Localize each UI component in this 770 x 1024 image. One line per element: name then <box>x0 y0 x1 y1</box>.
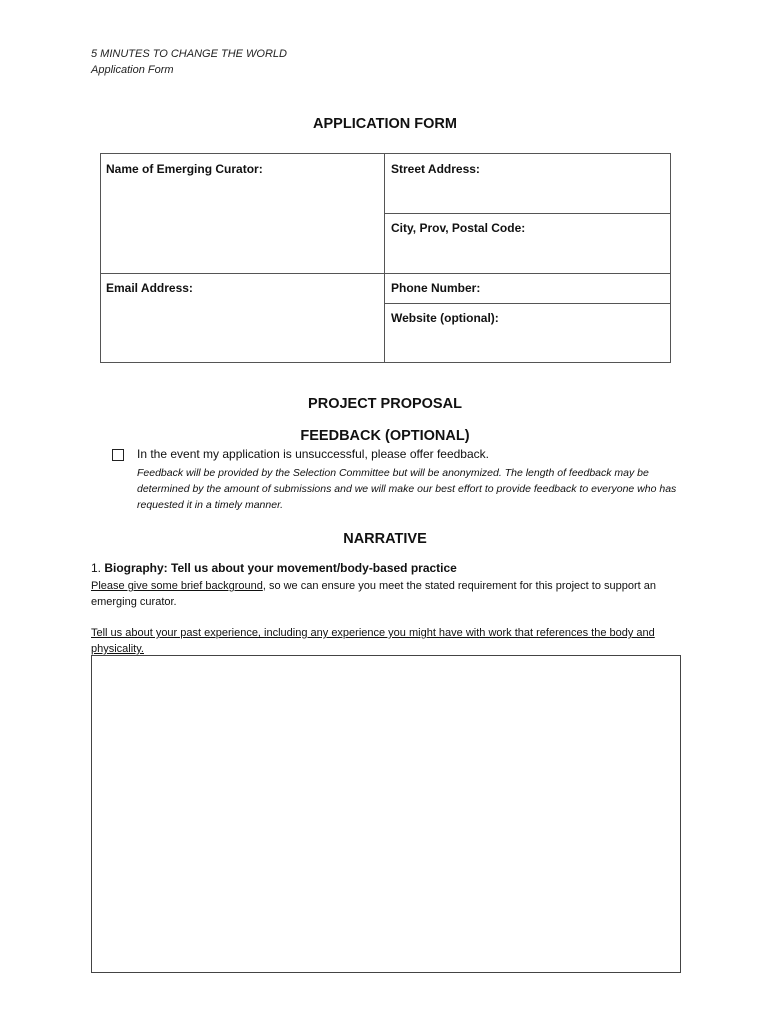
table-divider <box>384 213 671 214</box>
form-title: APPLICATION FORM <box>313 116 457 132</box>
website-field-label: Website (optional): <box>391 311 499 325</box>
feedback-checkbox[interactable] <box>112 449 124 461</box>
email-field[interactable] <box>102 300 382 361</box>
city-field[interactable] <box>386 240 669 272</box>
header-title: 5 MINUTES TO CHANGE THE WORLD <box>91 48 287 60</box>
feedback-note: Feedback will be provided by the Selection Committee but will be anonymized. The length of feedback may be determined by the amount of submissions and we will make our best effort to provide feedback to everyone who has requested it in a timely manner. <box>137 467 677 511</box>
feedback-checkbox-label: In the event my application is unsuccessful, please offer feedback. <box>137 447 489 461</box>
phone-field-label: Phone Number: <box>391 281 481 295</box>
table-divider <box>100 273 671 274</box>
website-field[interactable] <box>386 330 669 361</box>
feedback-title: FEEDBACK (OPTIONAL) <box>300 428 470 444</box>
biography-prompt: Tell us about your past experience, including any experience you might have with work that references the body and physicality. <box>91 627 655 655</box>
biography-instructions-rest: , so we can ensure you meet the stated requirement for this project to support an emerging curator. <box>91 580 656 608</box>
header-subtitle: Application Form <box>91 64 174 76</box>
name-field[interactable] <box>102 180 382 270</box>
biography-answer-input[interactable] <box>92 656 680 972</box>
table-divider <box>384 153 385 363</box>
city-field-label: City, Prov, Postal Code: <box>391 221 526 235</box>
phone-field[interactable] <box>386 298 669 302</box>
street-field[interactable] <box>386 180 669 212</box>
project-proposal-title: PROJECT PROPOSAL <box>308 396 462 412</box>
biography-instructions <box>91 578 681 610</box>
biography-question-title: Biography: Tell us about your movement/body-based practice <box>104 561 457 575</box>
name-field-label: Name of Emerging Curator: <box>106 162 263 176</box>
biography-answer-box <box>91 655 681 973</box>
question-number: 1. <box>91 561 105 575</box>
street-field-label: Street Address: <box>391 162 480 176</box>
biography-instructions-underlined: Please give some brief background <box>91 580 263 592</box>
table-divider <box>384 303 671 304</box>
biography-question <box>91 561 457 575</box>
narrative-title: NARRATIVE <box>343 531 427 547</box>
email-field-label: Email Address: <box>106 281 193 295</box>
